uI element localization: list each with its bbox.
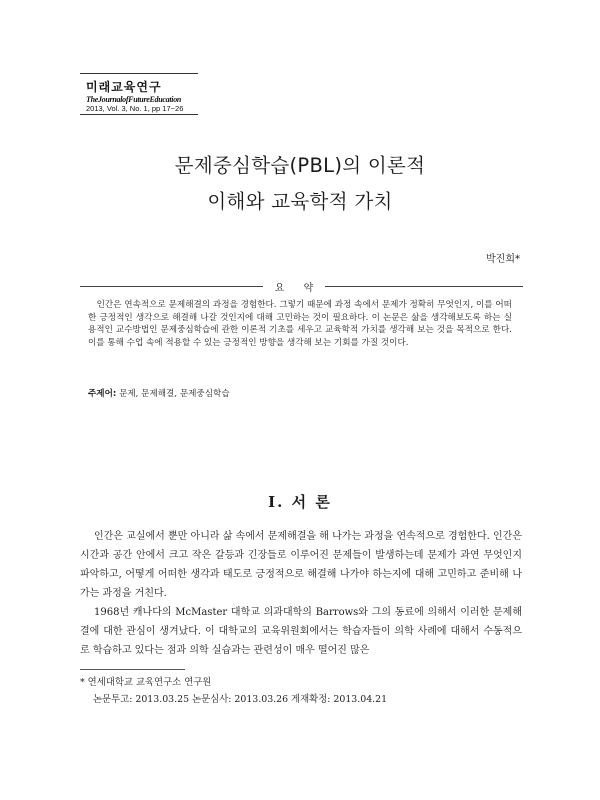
paper-title-line1: 문제중심학습(PBL)의 이론적	[174, 154, 426, 177]
author-name: 박진희*	[486, 254, 520, 265]
journal-title: 미래교육연구	[86, 80, 162, 94]
journal-title-english: TheJournalofFutureEducation	[86, 95, 182, 104]
abstract-text: 인간은 연속적으로 문제해결의 과정을 경험한다. 그렇기 때문에 과정 속에서 문제가 정확히 무엇인지, 이를 어떠한 긍정적인 생각으로 해결해 나갈 것인지에 대해 고민하는 것이 필요하다. 이 논문은 삶을 생각해보도록 하는 실용적인 교수방법인 문제중심학습에 관한 이론적 기초를 세우고 교육학적 가치를 생각해 보는 것을 목적으로 한다. 이를 통해 수업 속에 적용할 수 있는 긍정적인 방향을 생각해 보는 기회를 가질 것이다.	[88, 300, 512, 348]
abstract-rule-right	[325, 286, 523, 287]
keywords-row	[88, 387, 230, 399]
body-paragraph-1: 인간은 교실에서 뿐만 아니라 삶 속에서 문제해결을 해 나가는 과정을 연속적으로 경험한다. 인간은 시간과 공간 안에서 크고 작은 갈등과 긴장들로 이루어진 문제들이 발생하는데 문제가 과연 무엇인지 파악하고, 어떻게 어떠한 생각과 태도로 긍정적으로 해결해 나가야 하는지에 대해 고민하고 준비해 나가는 과정을 거친다.	[80, 531, 522, 599]
footnote-rule	[80, 669, 185, 670]
keywords-label: 주제어:	[88, 389, 117, 399]
journal-volume-info: 2013, Vol. 3, No. 1, pp 17~26	[86, 104, 184, 113]
paper-title-line2: 이해와 교육학적 가치	[207, 190, 393, 213]
section-heading: I. 서 론	[268, 493, 332, 511]
keywords-value: 문제, 문제해결, 문제중심학습	[119, 389, 230, 399]
body-paragraph-2: 1968년 캐나다의 McMaster 대학교 의과대학의 Barrows와 그의 동료에 의해서 이러한 문제해결에 대한 관심이 생겨났다. 이 대학교의 교육위원회에서는 학습자들이 의학 사례에 대해서 수동적으로 학습하고 있다는 점과 의학 실습과는 관련성이 매우 떨어진 많은	[80, 607, 522, 656]
abstract-heading: 요 약	[274, 283, 322, 294]
abstract-rule-left	[80, 286, 263, 287]
footnote-dates: 논문투고: 2013.03.25 논문심사: 2013.03.26 게재확정: 2013.04.21	[93, 694, 388, 705]
footnote-affiliation: * 연세대학교 교육연구소 연구원	[80, 677, 212, 688]
